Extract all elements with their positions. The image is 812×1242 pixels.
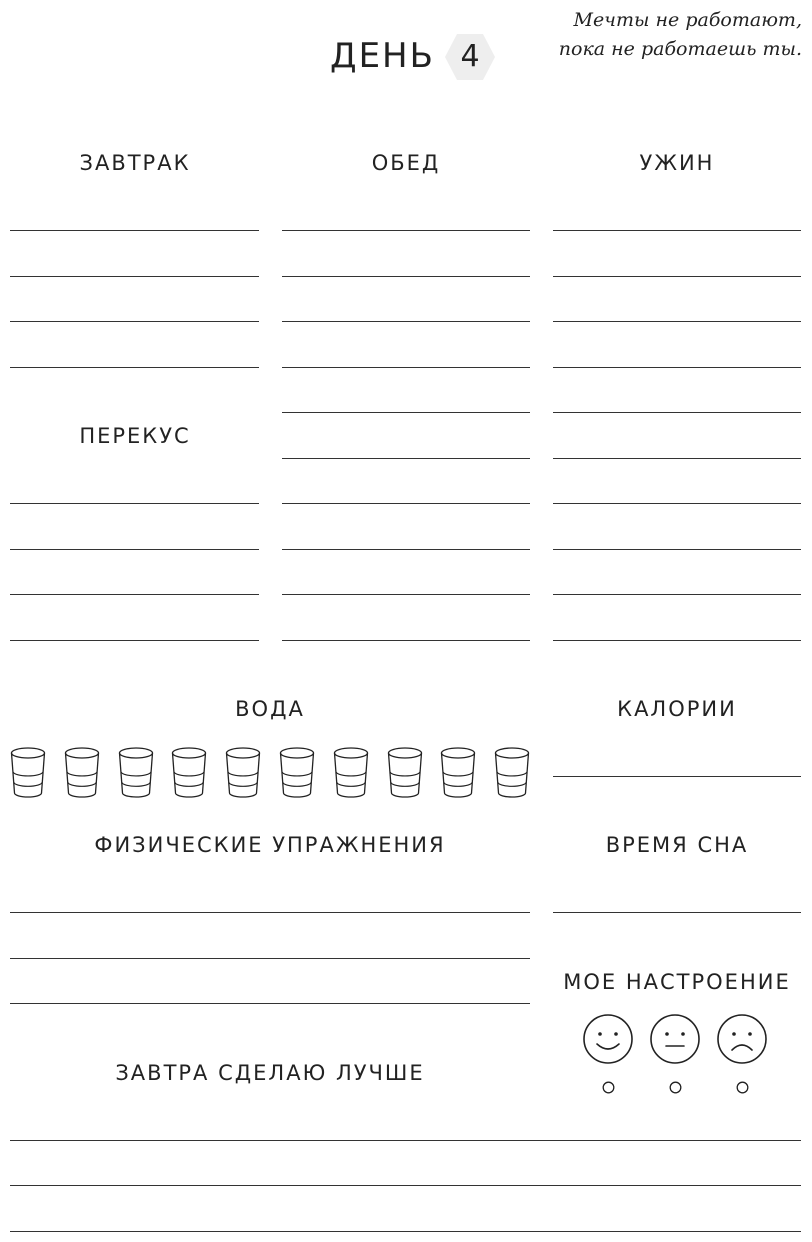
- neutral-face-icon: [649, 1013, 701, 1065]
- glass-icon[interactable]: [225, 746, 261, 800]
- sad-face-icon: [716, 1013, 768, 1065]
- lunch-heading: ОБЕД: [371, 151, 441, 175]
- glass-icon[interactable]: [440, 746, 476, 800]
- exercise-line[interactable]: [10, 1003, 530, 1004]
- dinner-line[interactable]: [553, 594, 801, 595]
- dinner-line[interactable]: [553, 458, 801, 459]
- mood-heading: МОЕ НАСТРОЕНИЕ: [563, 970, 791, 994]
- exercise-line[interactable]: [10, 958, 530, 959]
- snack-line[interactable]: [10, 503, 259, 504]
- water-heading: ВОДА: [235, 697, 305, 721]
- dinner-heading: УЖИН: [639, 151, 715, 175]
- lunch-line[interactable]: [282, 594, 530, 595]
- tomorrow-line[interactable]: [10, 1140, 801, 1141]
- breakfast-line[interactable]: [10, 230, 259, 231]
- glass-icon[interactable]: [171, 746, 207, 800]
- quote-line-1: Мечты не работают,: [573, 9, 802, 31]
- lunch-line[interactable]: [282, 230, 530, 231]
- dinner-line[interactable]: [553, 230, 801, 231]
- lunch-line[interactable]: [282, 503, 530, 504]
- exercise-line[interactable]: [10, 912, 530, 913]
- glass-icon[interactable]: [333, 746, 369, 800]
- dinner-line[interactable]: [553, 549, 801, 550]
- mood-sad-radio[interactable]: [736, 1081, 749, 1094]
- lunch-line[interactable]: [282, 321, 530, 322]
- snack-line[interactable]: [10, 640, 259, 641]
- quote-line-2: пока не работаешь ты.: [558, 38, 802, 60]
- breakfast-line[interactable]: [10, 276, 259, 277]
- snack-line[interactable]: [10, 549, 259, 550]
- mood-neutral-radio[interactable]: [669, 1081, 682, 1094]
- glass-icon[interactable]: [494, 746, 530, 800]
- lunch-line[interactable]: [282, 458, 530, 459]
- snack-heading: ПЕРЕКУС: [79, 424, 191, 448]
- dinner-line[interactable]: [553, 321, 801, 322]
- breakfast-heading: ЗАВТРАК: [79, 151, 191, 175]
- sleep-line[interactable]: [553, 912, 801, 913]
- dinner-line[interactable]: [553, 367, 801, 368]
- glass-icon[interactable]: [118, 746, 154, 800]
- glass-icon[interactable]: [279, 746, 315, 800]
- breakfast-line[interactable]: [10, 367, 259, 368]
- dinner-line[interactable]: [553, 276, 801, 277]
- tomorrow-line[interactable]: [10, 1185, 801, 1186]
- lunch-line[interactable]: [282, 640, 530, 641]
- breakfast-line[interactable]: [10, 321, 259, 322]
- lunch-line[interactable]: [282, 276, 530, 277]
- day-number: 4: [460, 39, 480, 74]
- snack-line[interactable]: [10, 594, 259, 595]
- lunch-line[interactable]: [282, 367, 530, 368]
- sleep-heading: ВРЕМЯ СНА: [605, 833, 749, 857]
- lunch-line[interactable]: [282, 412, 530, 413]
- motivational-quote: [559, 6, 802, 64]
- page-title: ДЕНЬ: [330, 36, 435, 76]
- dinner-line[interactable]: [553, 640, 801, 641]
- happy-face-icon: [582, 1013, 634, 1065]
- tomorrow-heading: ЗАВТРА СДЕЛАЮ ЛУЧШЕ: [115, 1061, 425, 1085]
- dinner-line[interactable]: [553, 412, 801, 413]
- glass-icon[interactable]: [64, 746, 100, 800]
- exercise-heading: ФИЗИЧЕСКИЕ УПРАЖНЕНИЯ: [94, 833, 446, 857]
- glass-icon[interactable]: [10, 746, 46, 800]
- tomorrow-line[interactable]: [10, 1231, 801, 1232]
- calories-heading: КАЛОРИИ: [617, 697, 737, 721]
- dinner-line[interactable]: [553, 503, 801, 504]
- calories-line[interactable]: [553, 776, 801, 777]
- mood-happy-radio[interactable]: [602, 1081, 615, 1094]
- glass-icon[interactable]: [387, 746, 423, 800]
- lunch-line[interactable]: [282, 549, 530, 550]
